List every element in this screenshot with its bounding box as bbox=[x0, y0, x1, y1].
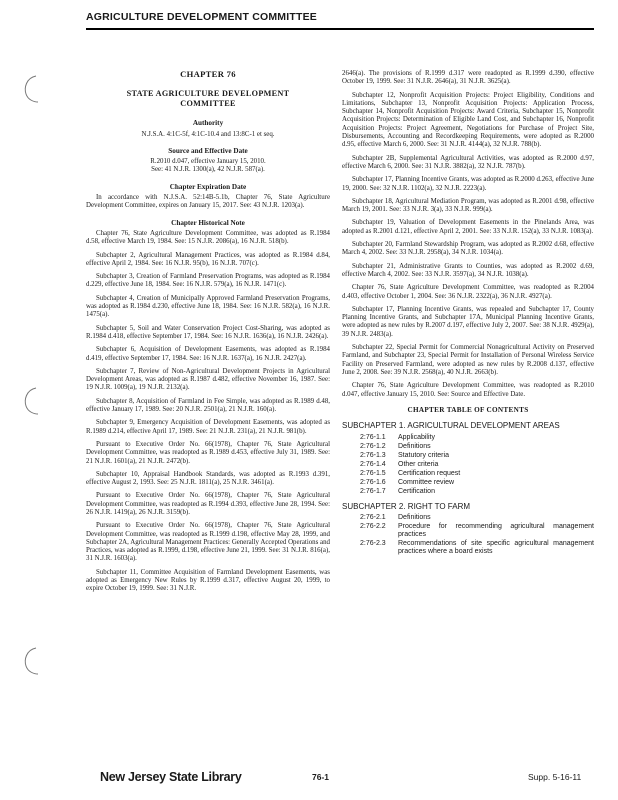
toc-section-label: Definitions bbox=[398, 514, 431, 522]
history-paragraph: Chapter 76, State Agriculture Development Committee, was adopted as R.1984 d.58, effective March 19, 1984. See: 15 N.J.R. 2086(a), 16 N.J.R. 518(b). bbox=[86, 229, 330, 246]
toc-section-label: Applicability bbox=[398, 433, 435, 441]
toc-section-number: 2:76-1.2 bbox=[360, 442, 386, 450]
toc-section-label: Committee review bbox=[398, 478, 455, 486]
toc-section-row bbox=[360, 434, 594, 442]
history-paragraph: Chapter 76, State Agriculture Development Committee, was readopted as R.2004 d.403, effective October 1, 2004. See: 36 N.J.R. 2322(a), 36 N.J.R. 4927(a). bbox=[342, 284, 594, 300]
history-paragraph: Subchapter 17, Planning Incentive Grants, was repealed and Subchapter 17, County Planning Incentive Grants, and Subchapter 17A, Municipal Planning Incentive Grants, were adopted as new rules by R.2007 d.197, effective July 2, 2007. See: 38 N.J.R. 4929(a), 39 N.J.R. 2483(a). bbox=[342, 305, 594, 338]
toc-section-list bbox=[360, 434, 594, 496]
source-heading: Source and Effective Date bbox=[168, 146, 248, 155]
toc-section-number: 2:76-2.1 bbox=[360, 514, 386, 522]
source-line-2: See: 41 N.J.R. 1300(a), 42 N.J.R. 587(a). bbox=[151, 166, 265, 174]
authority-text: N.J.S.A. 4:1C-5f, 4:1C-10.4 and 13:8C-1 et seq. bbox=[141, 130, 275, 138]
punch-hole-mark-top bbox=[22, 74, 40, 104]
history-paragraph: Subchapter 20, Farmland Stewardship Program, was adopted as R.2002 d.68, effective March 4, 2002. See: 33 N.J.R. 2958(a), 34 N.J.R. 1034(a). bbox=[342, 241, 594, 257]
punch-hole-mark-bottom bbox=[22, 646, 40, 676]
history-paragraph: Pursuant to Executive Order No. 66(1978), Chapter 76, State Agricultural Development Committee, was readopted as R.1994 d.393, effective June 28, 1994. See: 26 N.J.R. 1419(a), 26 N.J.R. 3159(b). bbox=[86, 492, 330, 516]
supplement-date: Supp. 5-16-11 bbox=[528, 772, 582, 782]
history-paragraph: Subchapter 2B, Supplemental Agricultural Activities, was adopted as R.2000 d.97, effective March 6, 2000. See: 31 N.J.R. 3882(a), 32 N.J.R. 787(b). bbox=[342, 154, 594, 170]
toc-section-number: 2:76-1.7 bbox=[360, 487, 386, 495]
history-paragraph: Subchapter 5, Soil and Water Conservation Project Cost-Sharing, was adopted as R.1984 d.418, effective September 17, 1984. See: 16 N.J.R. 1636(a), 16 N.J.R. 2426(a). bbox=[86, 324, 330, 340]
history-paragraph: Subchapter 22, Special Permit for Commercial Nonagricultural Activity on Preserved Farmland, and Subchapter 23, Special Permit for Installation of Personal Wireless Service Facility on Preserved Farmland, were adopted as new rules by R.2008 d.137, effective June 2, 2008. See: 39 N.J.R. 2568(a), 40 N.J.R. 2663(b). bbox=[342, 344, 594, 376]
chapter-title-line-1: STATE AGRICULTURE DEVELOPMENT bbox=[126, 89, 290, 99]
toc-section-number: 2:76-1.1 bbox=[360, 433, 386, 441]
toc-section-label: Procedure for recommending agricultural management practices bbox=[398, 523, 594, 539]
history-paragraph: Subchapter 11, Committee Acquisition of Farmland Development Easements, was adopted as Emergency New Rules by R.1999 d.317, effective August 20, 1999, to expire October 19, 1999. See: 31 N.J.R. bbox=[86, 568, 330, 593]
history-paragraph: Subchapter 21, Administrative Grants to Counties, was adopted as R.2002 d.69, effective March 4, 2002. See: 33 N.J.R. 3597(a), 34 N.J.R. 1038(a). bbox=[342, 262, 594, 278]
history-paragraph: Subchapter 17, Planning Incentive Grants, was adopted as R.2000 d.263, effective June 19, 2000. See: 32 N.J.R. 1102(a), 32 N.J.R. 2223(a). bbox=[342, 176, 594, 192]
toc-section-label: Certification bbox=[398, 487, 435, 495]
toc-heading: CHAPTER TABLE OF CONTENTS bbox=[407, 405, 529, 414]
history-paragraph: Chapter 76, State Agriculture Development Committee, was readopted as R.2010 d.047, effective January 15, 2010. See: Source and Effective Date. bbox=[342, 382, 594, 398]
chapter-title-line-2: COMMITTEE bbox=[180, 99, 236, 109]
toc-section-number: 2:76-2.3 bbox=[360, 540, 386, 548]
toc-subchapter-title: SUBCHAPTER 1. AGRICULTURAL DEVELOPMENT AREAS bbox=[342, 421, 560, 431]
source-line-1: R.2010 d.047, effective January 15, 2010. bbox=[150, 158, 266, 166]
history-paragraph: Subchapter 4, Creation of Municipally Approved Farmland Preservation Programs, was adopted as R.1984 d.230, effective June 18, 1984. See: 16 N.J.R. 582(a), 16 N.J.R. 1475(a). bbox=[86, 294, 330, 319]
history-paragraph: Pursuant to Executive Order No. 66(1978), Chapter 76, State Agricultural Development Committee, was readopted as R.1989 d.453, effective July 31, 1989. See: 21 N.J.R. 1601(a), 21 N.J.R. 2472(b). bbox=[86, 440, 330, 465]
toc-section-number: 2:76-2.2 bbox=[360, 523, 386, 531]
right-column bbox=[342, 70, 594, 562]
toc-section-row bbox=[360, 488, 594, 496]
history-paragraph-continued: 2646(a). The provisions of R.1999 d.317 were readopted as R.1999 d.390, effective October 19, 1999. See: 31 N.J.R. 2646(a), 31 N.J.R. 3625(a). bbox=[342, 70, 594, 86]
history-paragraph: Subchapter 8, Acquisition of Farmland in Fee Simple, was adopted as R.1989 d.48, effective January 17, 1989. See: 20 N.J.R. 2501(a), 21 N.J.R. 160(a). bbox=[86, 397, 330, 414]
toc-section-row bbox=[360, 470, 594, 478]
history-paragraph: Subchapter 18, Agricultural Mediation Program, was adopted as R.2001 d.98, effective March 19, 2001. See: 33 N.J.R. 3(a), 33 N.J.R. 999(a). bbox=[342, 197, 594, 214]
toc-section-row bbox=[360, 443, 594, 451]
chapter-title bbox=[86, 89, 330, 109]
toc-section-row bbox=[360, 452, 594, 460]
history-paragraph: Subchapter 2, Agricultural Management Practices, was adopted as R.1984 d.84, effective April 2, 1984. See: 16 N.J.R. 95(b), 16 N.J.R. 707(c). bbox=[86, 251, 330, 267]
toc-section-label: Other criteria bbox=[398, 460, 439, 468]
toc-section-label: Certification request bbox=[398, 469, 461, 477]
toc-section-row bbox=[360, 523, 594, 539]
toc-section-number: 2:76-1.4 bbox=[360, 460, 386, 468]
history-paragraph: Subchapter 10, Appraisal Handbook Standards, was adopted as R.1993 d.391, effective August 2, 1993. See: 25 N.J.R. 1811(a), 25 N.J.R. 3461(a). bbox=[86, 470, 330, 487]
history-paragraph: Subchapter 19, Valuation of Development Easements in the Pinelands Area, was adopted as R.2001 d.121, effective April 2, 2001. See: 33 N.J.R. 152(a), 33 N.J.R. 1083(a). bbox=[342, 219, 594, 235]
chapter-number: CHAPTER 76 bbox=[180, 69, 236, 79]
punch-hole-mark-middle bbox=[22, 386, 40, 416]
toc-section-number: 2:76-1.3 bbox=[360, 451, 386, 459]
toc-section-row bbox=[360, 540, 594, 556]
running-header: AGRICULTURE DEVELOPMENT COMMITTEE bbox=[86, 11, 317, 23]
toc-section-row bbox=[360, 461, 594, 469]
left-column bbox=[86, 70, 330, 599]
history-paragraph: Subchapter 6, Acquisition of Development Easements, was adopted as R.1984 d.419, effective September 17, 1984. See: 16 N.J.R. 1637(a), 16 N.J.R. 2427(a). bbox=[86, 346, 330, 362]
toc-section-row bbox=[360, 514, 594, 522]
toc-section-number: 2:76-1.5 bbox=[360, 469, 386, 477]
toc-subchapter-title: SUBCHAPTER 2. RIGHT TO FARM bbox=[342, 501, 471, 511]
toc-section-label: Definitions bbox=[398, 442, 431, 450]
toc-section-number: 2:76-1.6 bbox=[360, 478, 386, 486]
history-paragraph: Pursuant to Executive Order No. 66(1978), Chapter 76, State Agricultural Development Committee, was readopted as R.1999 d.198, effective May 28, 1999, and Subchapter 2A, Agricultural Management Practices: Generally Accepted Operations and Practices, was adopted as R.1999, d.198, effective June 21, 1999. See: 31 N.J.R. 816(a), 31 N.J.R. 1603(a). bbox=[86, 522, 330, 563]
history-paragraph: Subchapter 9, Emergency Acquisition of Development Easements, was adopted as R.1989 d.214, effective April 17, 1989. See: 21 N.J.R. 231(a), 21 N.J.R. 981(b). bbox=[86, 419, 330, 435]
history-paragraph: Subchapter 3, Creation of Farmland Preservation Programs, was adopted as R.1984 d.229, effective June 18, 1984. See: 16 N.J.R. 579(a), 16 N.J.R. 1471(c). bbox=[86, 273, 330, 289]
library-watermark: New Jersey State Library bbox=[100, 770, 242, 784]
expiration-text: In accordance with N.J.S.A. 52:14B-5.1b, Chapter 76, State Agriculture Development Committee, expires on January 15, 2017. See: 43 N.J.R. 1203(a). bbox=[86, 194, 330, 210]
toc-section-row bbox=[360, 479, 594, 487]
header-rule bbox=[86, 28, 594, 30]
toc-section-label: Statutory criteria bbox=[398, 451, 449, 459]
toc-section-list bbox=[360, 514, 594, 556]
expiration-heading: Chapter Expiration Date bbox=[169, 182, 247, 191]
page-number: 76-1 bbox=[312, 772, 330, 782]
authority-heading: Authority bbox=[192, 119, 224, 128]
history-paragraph: Subchapter 12, Nonprofit Acquisition Projects: Project Eligibility, Conditions and Limitations, Subchapter 13, Nonprofit Acquisition Projects: Application Process, Subchapter 14, Nonprofit Acquisition Projects: Award Criteria, Subchapter 15, Nonprofit Acquisition Projects: Determination of Eligible Land Cost, and Subchapter 16, Nonprofit Acquisition Projects: Project Agreement, Negotiations for Purchase of Project Site, Disbursements, Accounting and Recordkeeping Requirements, were adopted as R.2000 d.95, effective March 6, 2000. See: 31 N.J.R. 4144(a), 32 N.J.R. 788(b). bbox=[342, 91, 594, 149]
toc-section-label: Recommendations of site specific agricultural management practices where a board exists bbox=[398, 540, 594, 556]
history-paragraph: Subchapter 7, Review of Non-Agricultural Development Projects in Agricultural Development Areas, was adopted as R.1987 d.482, effective November 16, 1987. See: 19 N.J.R. 1009(a), 19 N.J.R. 2132(a). bbox=[86, 367, 330, 392]
history-heading: Chapter Historical Note bbox=[171, 218, 245, 227]
